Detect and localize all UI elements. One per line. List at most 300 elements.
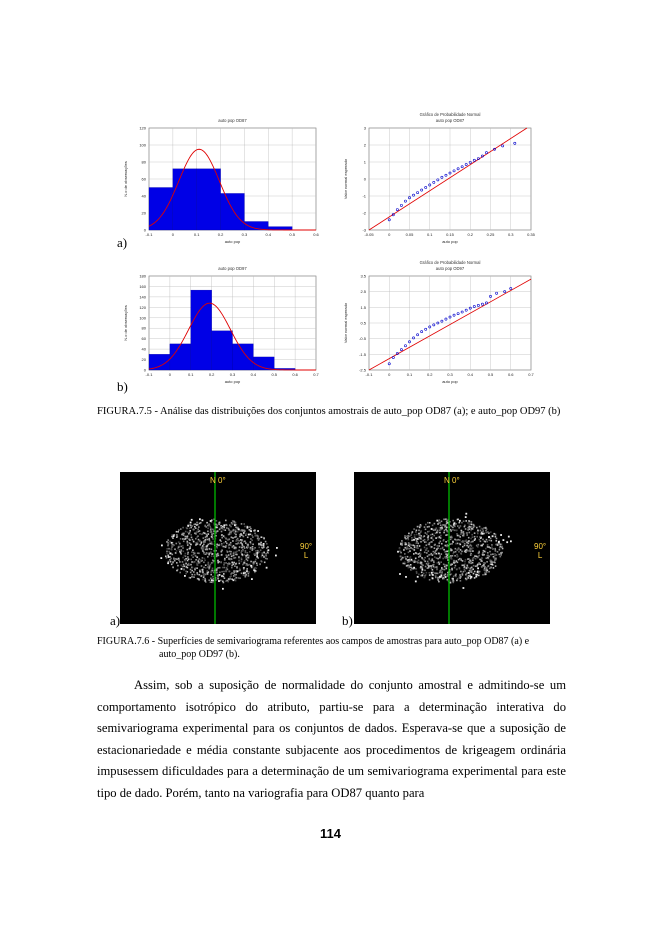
surface-pixel — [258, 543, 260, 545]
surface-pixel — [263, 547, 265, 549]
surface-pixel — [221, 531, 223, 533]
surface-pixel — [446, 522, 448, 524]
surface-pixel — [438, 545, 440, 547]
surface-pixel — [452, 520, 454, 522]
surface-pixel — [238, 560, 240, 562]
surface-pixel — [191, 537, 193, 539]
surface-pixel — [416, 534, 418, 536]
surface-pixel — [454, 555, 456, 557]
surface-pixel — [210, 564, 212, 566]
surface-pixel — [467, 565, 469, 567]
surface-pixel — [463, 531, 465, 533]
histogram-bar — [149, 188, 173, 231]
surface-pixel — [187, 541, 189, 543]
surface-pixel — [481, 560, 483, 562]
surface-pixel — [411, 544, 413, 546]
surface-pixel — [425, 549, 427, 551]
surface-pixel — [401, 540, 403, 542]
surface-pixel — [191, 561, 193, 563]
surface-pixel — [422, 569, 424, 571]
surface-pixel — [492, 535, 494, 537]
surface-pixel — [405, 556, 407, 558]
surface-pixel — [416, 547, 418, 549]
surface-pixel — [478, 562, 480, 564]
surface-pixel — [454, 530, 456, 532]
surface-pixel — [480, 545, 482, 547]
surface-pixel — [190, 527, 192, 529]
surface-pixel — [250, 528, 252, 530]
surface-pixel — [487, 552, 489, 554]
surface-pixel — [211, 541, 213, 543]
figure-caption-7-6 — [97, 635, 567, 661]
surface-pixel — [198, 578, 200, 580]
surface-pixel — [434, 552, 436, 554]
chart-title: auto pop OD97 — [218, 266, 247, 271]
surface-pixel — [421, 562, 423, 564]
surface-pixel — [464, 526, 466, 528]
surface-pixel — [193, 554, 195, 556]
surface-pixel — [460, 549, 462, 551]
surface-pixel — [179, 543, 181, 545]
surface-pixel — [212, 560, 214, 562]
surface-pixel — [240, 542, 242, 544]
surface-pixel — [236, 577, 238, 579]
x-axis-label: auto pop — [224, 239, 241, 244]
surface-pixel — [416, 571, 418, 573]
surface-pixel — [171, 564, 173, 566]
x-tick-label: 0.3 — [229, 372, 236, 377]
surface-pixel — [256, 556, 258, 558]
surface-pixel — [222, 581, 224, 583]
surface-pixel — [477, 571, 479, 573]
surface-pixel — [228, 557, 230, 559]
surface-pixel — [224, 537, 226, 539]
surface-pixel — [479, 571, 481, 573]
surface-pixel — [199, 541, 201, 543]
surface-pixel — [416, 541, 418, 543]
surface-pixel — [453, 582, 455, 584]
surface-pixel — [474, 555, 476, 557]
surface-pixel — [472, 550, 474, 552]
surface-pixel — [189, 546, 191, 548]
y-tick-label: -1.5 — [359, 351, 366, 357]
surface-pixel — [500, 534, 502, 536]
surface-pixel — [462, 573, 464, 575]
surface-pixel — [171, 546, 173, 548]
surface-pixel — [486, 571, 488, 573]
surface-pixel — [445, 518, 447, 520]
surface-pixel — [428, 572, 430, 574]
surface-pixel — [439, 519, 441, 521]
x-tick-label: 0 — [168, 372, 171, 377]
surface-pixel — [496, 554, 498, 556]
surface-pixel — [428, 535, 430, 537]
surface-pixel — [477, 564, 479, 566]
surface-pixel — [190, 572, 192, 574]
surface-pixel — [478, 555, 480, 557]
surface-pixel — [230, 575, 232, 577]
surface-pixel — [183, 551, 185, 553]
surface-pixel — [166, 548, 168, 550]
surface-pixel — [468, 540, 470, 542]
surface-pixel — [417, 526, 419, 528]
surface-pixel — [405, 538, 407, 540]
surface-pixel — [246, 570, 248, 572]
surface-pixel — [259, 563, 261, 565]
y-tick-label: -2.5 — [359, 367, 366, 373]
surface-pixel — [400, 552, 402, 554]
surface-pixel — [465, 516, 467, 518]
surface-pixel — [418, 574, 420, 576]
surface-pixel — [265, 541, 267, 543]
surface-pixel — [229, 538, 231, 540]
surface-pixel — [193, 552, 195, 554]
surface-pixel — [185, 531, 187, 533]
surface-pixel — [487, 569, 489, 571]
surface-pixel — [176, 531, 178, 533]
surface-pixel — [466, 579, 468, 581]
surface-pixel — [482, 533, 484, 535]
surface-pixel — [450, 525, 452, 527]
surface-pixel — [194, 574, 196, 576]
surface-pixel — [490, 567, 492, 569]
surface-pixel — [196, 563, 198, 565]
y-tick-label: -2 — [362, 210, 366, 216]
surface-pixel — [438, 581, 440, 583]
surface-pixel — [452, 527, 454, 529]
surface-pixel — [181, 568, 183, 570]
surface-pixel — [211, 536, 213, 538]
surface-pixel — [446, 530, 448, 532]
surface-pixel — [212, 570, 214, 572]
surface-pixel — [476, 556, 478, 558]
surface-pixel — [491, 547, 493, 549]
surface-pixel — [221, 545, 223, 547]
panel-label-b: b) — [117, 379, 128, 394]
surface-pixel — [172, 554, 174, 556]
surface-pixel — [253, 562, 255, 564]
surface-pixel — [414, 545, 416, 547]
surface-pixel — [197, 535, 199, 537]
surface-pixel — [252, 565, 254, 567]
surface-pixel — [218, 580, 220, 582]
surface-pixel — [200, 560, 202, 562]
surface-pixel — [441, 576, 443, 578]
surface-pixel — [451, 569, 453, 571]
y-axis-label: N.o de observações — [123, 161, 128, 197]
surface-pixel — [431, 567, 433, 569]
x-tick-label: 0.2 — [467, 232, 474, 237]
surface-pixel — [206, 522, 208, 524]
surface-pixel — [441, 571, 443, 573]
surface-pixel — [233, 570, 235, 572]
surface-pixel — [402, 542, 404, 544]
surface-pixel — [262, 554, 264, 556]
surface-pixel — [205, 525, 207, 527]
x-tick-label: 0 — [171, 232, 174, 237]
surface-pixel — [474, 536, 476, 538]
surface-pixel — [447, 579, 449, 581]
surface-pixel — [241, 573, 243, 575]
surface-pixel — [217, 576, 219, 578]
surface-pixel — [460, 534, 462, 536]
surface-pixel — [413, 539, 415, 541]
surface-pixel — [226, 527, 228, 529]
surface-pixel — [226, 538, 228, 540]
surface-pixel — [170, 561, 172, 563]
surface-pixel — [435, 577, 437, 579]
y-tick-label: 80 — [141, 159, 146, 165]
surface-pixel — [179, 561, 181, 563]
surface-pixel — [484, 551, 486, 553]
surface-pixel — [176, 543, 178, 545]
surface-pixel — [199, 544, 201, 546]
surface-pixel — [415, 558, 417, 560]
surface-pixel — [223, 576, 225, 578]
surface-pixel — [419, 537, 421, 539]
surface-pixel — [446, 546, 448, 548]
surface-pixel — [183, 564, 185, 566]
surface-pixel — [490, 547, 492, 549]
surface-pixel — [413, 553, 415, 555]
x-tick-label: 0.05 — [405, 232, 414, 237]
surface-pixel — [490, 554, 492, 556]
surface-pixel — [192, 549, 194, 551]
surface-pixel — [466, 572, 468, 574]
surface-pixel — [420, 525, 422, 527]
surface-pixel — [176, 562, 178, 564]
surface-pixel — [248, 575, 250, 577]
surface-pixel — [416, 553, 418, 555]
surface-pixel — [441, 521, 443, 523]
surface-pixel — [215, 550, 217, 552]
x-tick-label: 0.5 — [487, 372, 494, 377]
surface-pixel — [443, 539, 445, 541]
y-axis-label: N.o de observações — [123, 305, 128, 341]
page-number: 114 — [320, 826, 341, 841]
x-tick-label: 0.7 — [528, 372, 534, 377]
surface-pixel — [500, 556, 502, 558]
surface-pixel — [467, 529, 469, 531]
surface-pixel — [440, 561, 442, 563]
surface-pixel — [471, 576, 473, 578]
surface-pixel — [412, 539, 414, 541]
surface-pixel — [182, 538, 184, 540]
surface-pixel — [482, 530, 484, 532]
surface-pixel — [239, 563, 241, 565]
surface-pixel — [233, 553, 235, 555]
surface-pixel — [475, 558, 477, 560]
surface-pixel — [188, 533, 190, 535]
surface-pixel — [431, 528, 433, 530]
histogram-bar — [221, 193, 245, 230]
surface-pixel — [493, 533, 495, 535]
surface-pixel — [428, 558, 430, 560]
surface-pixel — [170, 558, 172, 560]
surface-pixel — [477, 533, 479, 535]
surface-pixel — [470, 542, 472, 544]
surface-pixel — [425, 524, 427, 526]
surface-pixel — [190, 577, 192, 579]
surface-pixel — [485, 574, 487, 576]
surface-pixel — [184, 575, 186, 577]
surface-pixel — [418, 553, 420, 555]
surface-pixel — [192, 556, 194, 558]
surface-pixel — [455, 551, 457, 553]
surface-pixel — [472, 541, 474, 543]
surface-pixel — [495, 565, 497, 567]
surface-pixel — [212, 553, 214, 555]
surface-pixel — [450, 582, 452, 584]
surface-pixel — [242, 545, 244, 547]
surface-pixel — [219, 529, 221, 531]
surface-pixel — [194, 561, 196, 563]
surface-pixel — [257, 550, 259, 552]
surface-pixel — [211, 543, 213, 545]
surface-pixel — [428, 554, 430, 556]
surface-pixel — [195, 552, 197, 554]
surface-pixel — [436, 520, 438, 522]
surface-pixel — [455, 543, 457, 545]
surface-pixel — [218, 555, 220, 557]
surface-pixel — [195, 555, 197, 557]
surface-pixel — [201, 534, 203, 536]
surface-pixel — [406, 546, 408, 548]
surface-pixel — [491, 563, 493, 565]
surface-pixel — [405, 558, 407, 560]
surface-pixel — [477, 544, 479, 546]
surface-pixel — [210, 552, 212, 554]
surface-pixel — [198, 560, 200, 562]
x-tick-label: 0.25 — [486, 232, 495, 237]
surface-pixel — [481, 566, 483, 568]
surface-pixel — [468, 537, 470, 539]
surface-pixel — [225, 541, 227, 543]
surface-pixel — [216, 572, 218, 574]
surface-pixel — [202, 579, 204, 581]
surface-pixel — [443, 549, 445, 551]
surface-pixel — [248, 557, 250, 559]
surface-pixel — [231, 531, 233, 533]
surface-pixel — [208, 562, 210, 564]
surface-pixel — [414, 547, 416, 549]
surface-pixel — [222, 588, 224, 590]
surface-pixel — [422, 574, 424, 576]
surface-pixel — [432, 578, 434, 580]
x-tick-label: 0.3 — [241, 232, 248, 237]
surface-pixel — [432, 525, 434, 527]
surface-pixel — [224, 567, 226, 569]
surface-pixel — [204, 580, 206, 582]
surface-pixel — [440, 541, 442, 543]
surface-pixel — [244, 530, 246, 532]
surface-pixel — [253, 548, 255, 550]
surface-pixel — [427, 537, 429, 539]
surface-pixel — [452, 555, 454, 557]
surface-pixel — [456, 540, 458, 542]
surface-pixel — [211, 555, 213, 557]
surface-pixel — [481, 528, 483, 530]
surface-pixel — [408, 548, 410, 550]
surface-pixel — [434, 544, 436, 546]
surface-pixel — [178, 529, 180, 531]
surface-pixel — [239, 577, 241, 579]
surface-pixel — [479, 526, 481, 528]
surface-pixel — [228, 558, 230, 560]
surface-pixel — [230, 578, 232, 580]
surface-pixel — [408, 565, 410, 567]
surface-pixel — [427, 539, 429, 541]
surface-pixel — [461, 551, 463, 553]
surface-pixel — [468, 545, 470, 547]
surface-pixel — [468, 572, 470, 574]
y-tick-label: 0 — [363, 176, 366, 182]
surface-pixel — [494, 548, 496, 550]
surface-pixel — [210, 529, 212, 531]
surface-pixel — [238, 528, 240, 530]
surface-pixel — [444, 564, 446, 566]
x-tick-label: 0.4 — [467, 372, 474, 377]
surface-pixel — [196, 531, 198, 533]
semivariogram-surface-od87 — [120, 472, 316, 624]
surface-pixel — [468, 558, 470, 560]
surface-pixel — [463, 571, 465, 573]
surface-pixel — [432, 554, 434, 556]
surface-pixel — [480, 541, 482, 543]
surface-pixel — [250, 561, 252, 563]
east-angle: 90° — [534, 542, 547, 551]
surface-pixel — [211, 579, 213, 581]
surface-pixel — [451, 543, 453, 545]
surface-pixel — [455, 565, 457, 567]
surface-pixel — [193, 541, 195, 543]
y-tick-label: 100 — [139, 142, 146, 148]
surface-pixel — [248, 573, 250, 575]
surface-pixel — [433, 535, 435, 537]
surface-pixel — [498, 554, 500, 556]
surface-pixel — [192, 539, 194, 541]
surface-pixel — [408, 533, 410, 535]
surface-pixel — [482, 574, 484, 576]
surface-pixel — [258, 539, 260, 541]
surface-pixel — [482, 539, 484, 541]
surface-pixel — [410, 556, 412, 558]
surface-pixel — [191, 555, 193, 557]
surface-pixel — [443, 564, 445, 566]
y-tick-label: 0 — [143, 367, 146, 373]
caption-number: FIGURA.7.5 — [97, 406, 152, 417]
surface-pixel — [194, 533, 196, 535]
surface-pixel — [166, 551, 168, 553]
surface-pixel — [188, 564, 190, 566]
surface-pixel — [406, 536, 408, 538]
surface-pixel — [205, 574, 207, 576]
surface-pixel — [187, 544, 189, 546]
x-tick-label: 0.5 — [271, 372, 278, 377]
surface-canvas-a — [120, 472, 316, 624]
surface-pixel — [225, 520, 227, 522]
surface-pixel — [206, 534, 208, 536]
surface-pixel — [442, 578, 444, 580]
surface-pixel — [165, 556, 167, 558]
surface-pixel — [266, 567, 268, 569]
surface-pixel — [495, 544, 497, 546]
surface-pixel — [500, 554, 502, 556]
surface-pixel — [221, 543, 223, 545]
surface-pixel — [243, 572, 245, 574]
surface-pixel — [168, 556, 170, 558]
surface-pixel — [406, 548, 408, 550]
